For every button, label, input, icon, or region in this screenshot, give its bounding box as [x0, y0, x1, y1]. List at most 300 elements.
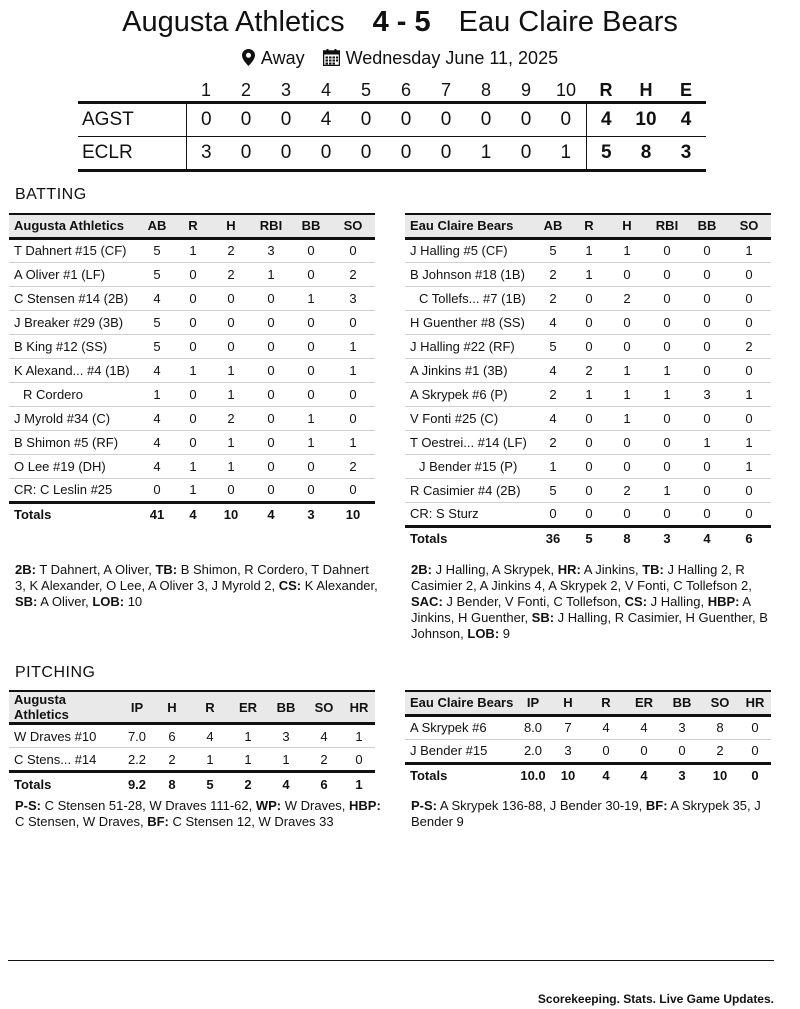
note-key: SAC: [411, 594, 443, 609]
stat-cell: 0 [571, 430, 607, 454]
stat-cell: 0 [175, 406, 211, 430]
stat-cell: 0 [331, 310, 375, 334]
stat-cell: 0 [607, 502, 647, 526]
stat-cell: 0 [727, 502, 771, 526]
total-cell: 6 [745, 531, 753, 547]
stat-cell: 0 [571, 334, 607, 358]
batting-table-away [405, 213, 771, 550]
inning-runs: 0 [506, 137, 546, 171]
total-cell: 10.0 [520, 768, 546, 784]
stat-cell: 4 [139, 430, 175, 454]
stat-column-header: AB [535, 214, 571, 238]
note-key: 2B: [15, 562, 36, 577]
stat-column-header: HR [739, 691, 771, 715]
inning-runs: 0 [426, 137, 466, 171]
stat-cell: 2 [535, 262, 571, 286]
stat-cell: 0 [647, 430, 687, 454]
player-row [9, 382, 375, 406]
stat-cell: 0 [571, 502, 607, 526]
note-value: J Halling 2, R Casimier 2, A Jinkins 4, A Skrypek 2, V Fonti, C Tollefson 2, [411, 562, 752, 593]
team-name-header: Eau Claire Bears [405, 691, 517, 715]
player-row [405, 478, 771, 502]
batting-header-row [405, 214, 771, 238]
stat-cell: 0 [727, 262, 771, 286]
inning-header: 7 [426, 80, 466, 103]
stat-cell: 0 [251, 406, 291, 430]
inning-header: 4 [306, 80, 346, 103]
stat-cell: 4 [191, 724, 229, 748]
stat-cell: 3 [331, 286, 375, 310]
stat-column-header: BB [291, 214, 331, 238]
stat-column-header: BB [687, 214, 727, 238]
stat-cell: 2 [305, 748, 343, 772]
away-team-name: Eau Claire Bears [458, 6, 678, 38]
linescore-corner [78, 80, 186, 103]
stat-cell: 0 [727, 358, 771, 382]
player-row [405, 502, 771, 526]
note-key: BF: [147, 814, 169, 829]
note-key: CS: [278, 578, 302, 593]
total-cell: 10 [560, 768, 576, 784]
stat-cell: 0 [251, 382, 291, 406]
stat-cell: 0 [687, 238, 727, 262]
player-name: J Bender #15 [405, 739, 517, 763]
stat-cell: 1 [331, 358, 375, 382]
stat-column-header: H [549, 691, 587, 715]
stat-column-header: H [153, 691, 191, 724]
map-pin-icon [242, 49, 255, 71]
stat-cell: 4 [139, 454, 175, 478]
stat-cell: 0 [291, 382, 331, 406]
player-name: J Breaker #29 (3B) [9, 310, 139, 334]
inning-header: 2 [226, 80, 266, 103]
total-runs: 4 [586, 103, 626, 137]
stat-cell: 0 [251, 286, 291, 310]
player-row [405, 358, 771, 382]
note-key: LOB: [467, 626, 500, 641]
stat-cell: 0 [687, 358, 727, 382]
stat-column-header: RBI [647, 214, 687, 238]
total-runs: 5 [586, 137, 626, 171]
player-row [405, 262, 771, 286]
inning-runs: 1 [466, 137, 506, 171]
stat-cell: 0 [607, 262, 647, 286]
total-cell: 41 [149, 507, 165, 523]
stat-cell: 0 [571, 478, 607, 502]
stat-cell: 5 [139, 238, 175, 262]
note-key: 2B: [411, 562, 432, 577]
inning-runs: 0 [266, 103, 306, 137]
stat-cell: 0 [687, 334, 727, 358]
stat-cell: 0 [211, 286, 251, 310]
stat-cell: 2 [535, 286, 571, 310]
total-cell: 6 [320, 776, 328, 792]
stat-cell: 0 [647, 310, 687, 334]
total-cell: 5 [206, 776, 214, 792]
stat-column-header: HR [343, 691, 375, 724]
note-value: 9 [499, 626, 510, 641]
stat-cell: 1 [571, 382, 607, 406]
stat-cell: 1 [607, 238, 647, 262]
stat-cell: 0 [175, 430, 211, 454]
stat-cell: 7.0 [121, 724, 153, 748]
errors-header: E [666, 80, 706, 103]
batting-section-title: BATTING [15, 186, 87, 203]
total-cell: 4 [703, 531, 711, 547]
total-hits: 10 [626, 103, 666, 137]
total-cell: 36 [545, 531, 561, 547]
stat-cell: 2 [211, 262, 251, 286]
stat-column-header: BB [267, 691, 305, 724]
stat-cell: 8 [701, 715, 739, 739]
note-value: K Alexander, [301, 578, 378, 593]
pitching-table-away [405, 690, 771, 787]
stat-cell: 0 [607, 430, 647, 454]
stat-cell: 4 [305, 724, 343, 748]
note-value: A Oliver, [37, 594, 93, 609]
game-date: Wednesday June 11, 2025 [345, 48, 559, 68]
stat-cell: 1 [571, 262, 607, 286]
total-cell: 1 [355, 776, 363, 792]
note-value: A Jinkins, [580, 562, 643, 577]
game-info [0, 48, 800, 71]
pitching-notes-away [411, 798, 777, 830]
player-row [9, 478, 375, 502]
player-name: A Jinkins #1 (3B) [405, 358, 535, 382]
pitching-header-row [9, 691, 375, 724]
stat-column-header: BB [663, 691, 701, 715]
stat-cell: 2 [211, 406, 251, 430]
inning-runs: 0 [386, 103, 426, 137]
stat-cell: 2 [331, 262, 375, 286]
linescore-team: ECLR [78, 137, 186, 171]
player-row [405, 430, 771, 454]
note-key: HBP: [349, 798, 381, 813]
player-row [9, 358, 375, 382]
stat-cell: 0 [687, 262, 727, 286]
stat-column-header: R [571, 214, 607, 238]
footer-divider [8, 960, 774, 961]
linescore-row-away [78, 137, 706, 171]
player-name: C Stens... #14 [9, 748, 121, 772]
note-value: C Stensen, W Draves, [15, 814, 148, 829]
inning-runs: 0 [346, 137, 386, 171]
stat-cell: 4 [535, 310, 571, 334]
stat-cell: 1 [331, 430, 375, 454]
note-value: J Halling, A Skrypek, [431, 562, 558, 577]
total-cell: 3 [307, 507, 315, 523]
stat-cell: 0 [571, 310, 607, 334]
stat-cell: 1 [191, 748, 229, 772]
player-row [9, 262, 375, 286]
stat-cell: 2 [211, 238, 251, 262]
stat-cell: 3 [251, 238, 291, 262]
linescore-header [78, 80, 706, 103]
stat-cell: 1 [291, 406, 331, 430]
note-key: P-S: [411, 798, 437, 813]
player-row [9, 406, 375, 430]
inning-runs: 0 [306, 137, 346, 171]
total-cell: 9.2 [127, 776, 147, 792]
player-row [9, 454, 375, 478]
stat-cell: 0 [291, 358, 331, 382]
home-team-name: Augusta Athletics [122, 6, 345, 38]
player-name: V Fonti #25 (C) [405, 406, 535, 430]
player-name: T Dahnert #15 (CF) [9, 238, 139, 262]
totals-label: Totals [410, 768, 448, 784]
inning-runs: 0 [426, 103, 466, 137]
stat-cell: 0 [251, 454, 291, 478]
note-key: LOB: [92, 594, 125, 609]
player-name: K Alexand... #4 (1B) [9, 358, 139, 382]
location-label: Away [260, 48, 305, 68]
note-value: W Draves, [281, 798, 350, 813]
batting-notes-home [15, 562, 381, 610]
inning-runs: 0 [386, 137, 426, 171]
inning-runs: 0 [546, 103, 586, 137]
player-row [9, 310, 375, 334]
final-score: 4 - 5 [372, 6, 431, 38]
player-name: W Draves #10 [9, 724, 121, 748]
stat-column-header: SO [727, 214, 771, 238]
pitching-header-row [405, 691, 771, 715]
stat-cell: 5 [139, 310, 175, 334]
pitching-section-title: PITCHING [15, 664, 96, 681]
stat-cell: 1 [175, 454, 211, 478]
stat-cell: 0 [251, 430, 291, 454]
player-name: A Skrypek #6 (P) [405, 382, 535, 406]
player-name: B Shimon #5 (RF) [9, 430, 139, 454]
player-name: C Tollefs... #7 (1B) [405, 286, 535, 310]
stat-cell: 0 [331, 238, 375, 262]
stat-cell: 7 [549, 715, 587, 739]
linescore-team: AGST [78, 103, 186, 137]
stat-cell: 2 [331, 454, 375, 478]
total-cell: 8 [623, 531, 631, 547]
player-name: H Guenther #8 (SS) [405, 310, 535, 334]
batting-table-home [9, 213, 375, 526]
team-name-header: Augusta Athletics [9, 214, 139, 238]
stat-cell: 0 [571, 286, 607, 310]
stat-cell: 0 [175, 286, 211, 310]
stat-cell: 1 [727, 238, 771, 262]
totals-label: Totals [14, 776, 52, 792]
hits-header: H [626, 80, 666, 103]
stat-column-header: SO [305, 691, 343, 724]
stat-cell: 1 [727, 430, 771, 454]
stat-cell: 1 [211, 382, 251, 406]
total-cell: 5 [585, 531, 593, 547]
stat-cell: 1 [251, 262, 291, 286]
stat-cell: 1 [571, 238, 607, 262]
totals-row [9, 772, 375, 796]
stat-cell: 1 [607, 358, 647, 382]
stat-cell: 0 [739, 715, 771, 739]
player-row [405, 310, 771, 334]
stat-cell: 1 [175, 358, 211, 382]
totals-row [405, 526, 771, 550]
stat-column-header: IP [517, 691, 549, 715]
player-row [405, 739, 771, 763]
stat-cell: 0 [175, 262, 211, 286]
stat-cell: 4 [139, 406, 175, 430]
stat-cell: 0 [607, 454, 647, 478]
stat-cell: 0 [687, 310, 727, 334]
note-key: HBP: [707, 594, 740, 609]
stat-column-header: ER [625, 691, 663, 715]
player-row [9, 430, 375, 454]
stat-cell: 0 [607, 334, 647, 358]
stat-cell: 2 [571, 358, 607, 382]
stat-cell: 0 [291, 454, 331, 478]
game-title [0, 6, 800, 39]
footer-tagline: Scorekeeping. Stats. Live Game Updates. [537, 992, 774, 1006]
pitching-table-home [9, 690, 375, 796]
stat-cell: 0 [251, 310, 291, 334]
note-value: A Skrypek 35, J Bender 9 [411, 798, 761, 829]
stat-cell: 2 [535, 382, 571, 406]
inning-runs: 1 [546, 137, 586, 171]
player-name: J Bender #15 (P) [405, 454, 535, 478]
inning-header: 9 [506, 80, 546, 103]
player-name: CR: S Sturz [405, 502, 535, 526]
stat-cell: 5 [535, 478, 571, 502]
stat-cell: 0 [663, 739, 701, 763]
stat-cell: 1 [535, 454, 571, 478]
totals-row [9, 502, 375, 526]
stat-cell: 1 [229, 724, 267, 748]
total-errors: 3 [666, 137, 706, 171]
inning-header: 6 [386, 80, 426, 103]
stat-cell: 3 [663, 715, 701, 739]
player-name: R Cordero [9, 382, 139, 406]
stat-cell: 0 [571, 406, 607, 430]
total-cell: 10 [345, 507, 361, 523]
stat-cell: 5 [139, 262, 175, 286]
player-row [405, 286, 771, 310]
stat-cell: 1 [647, 358, 687, 382]
stat-cell: 1 [175, 478, 211, 502]
note-key: WP: [255, 798, 282, 813]
stat-cell: 0 [647, 334, 687, 358]
note-value: 10 [124, 594, 143, 609]
stat-column-header: H [607, 214, 647, 238]
stat-cell: 1 [687, 430, 727, 454]
player-name: R Casimier #4 (2B) [405, 478, 535, 502]
player-name: J Myrold #34 (C) [9, 406, 139, 430]
total-cell: 8 [168, 776, 176, 792]
stat-cell: 1 [291, 430, 331, 454]
stat-cell: 1 [727, 382, 771, 406]
stat-cell: 2 [607, 286, 647, 310]
stat-cell: 0 [175, 334, 211, 358]
stat-cell: 0 [251, 478, 291, 502]
player-name: B King #12 (SS) [9, 334, 139, 358]
stat-cell: 0 [687, 502, 727, 526]
note-value: A Jinkins, H Guenther, [411, 594, 751, 625]
player-row [405, 406, 771, 430]
total-cell: 10 [712, 768, 728, 784]
total-cell: 3 [678, 768, 686, 784]
stat-cell: 0 [727, 406, 771, 430]
stat-cell: 0 [625, 739, 663, 763]
player-row [405, 382, 771, 406]
team-name-header: Eau Claire Bears [405, 214, 535, 238]
stat-cell: 1 [211, 454, 251, 478]
stat-cell: 4 [139, 358, 175, 382]
stat-cell: 4 [535, 358, 571, 382]
stat-cell: 1 [607, 406, 647, 430]
stat-cell: 3 [687, 382, 727, 406]
stat-cell: 1 [229, 748, 267, 772]
note-key: CS: [624, 594, 648, 609]
note-value: C Stensen 12, W Draves 33 [168, 814, 334, 829]
stat-cell: 0 [727, 286, 771, 310]
stat-cell: 0 [607, 310, 647, 334]
stat-cell: 0 [175, 382, 211, 406]
player-row [9, 238, 375, 262]
note-value: J Halling, [647, 594, 708, 609]
stat-column-header: RBI [251, 214, 291, 238]
stat-cell: 3 [267, 724, 305, 748]
stat-cell: 0 [343, 748, 375, 772]
total-cell: 3 [663, 531, 671, 547]
stat-cell: 0 [727, 310, 771, 334]
total-hits: 8 [626, 137, 666, 171]
player-name: O Lee #19 (DH) [9, 454, 139, 478]
inning-runs: 0 [186, 103, 226, 137]
player-name: J Halling #22 (RF) [405, 334, 535, 358]
stat-cell: 4 [625, 715, 663, 739]
linescore-table [78, 80, 706, 172]
stat-cell: 2 [153, 748, 191, 772]
stat-cell: 0 [647, 502, 687, 526]
stat-cell: 0 [175, 310, 211, 334]
stat-cell: 0 [647, 406, 687, 430]
stat-cell: 3 [549, 739, 587, 763]
player-row [9, 286, 375, 310]
stat-cell: 5 [535, 238, 571, 262]
stat-cell: 0 [251, 358, 291, 382]
stat-cell: 1 [343, 724, 375, 748]
stat-cell: 6 [153, 724, 191, 748]
stat-cell: 0 [251, 334, 291, 358]
note-value: B Shimon, R Cordero, T Dahnert 3, K Alexander, O Lee, A Oliver 3, J Myrold 2, [15, 562, 369, 593]
note-value: A Skrypek 136-88, J Bender 30-19, [437, 798, 646, 813]
inning-header: 8 [466, 80, 506, 103]
stat-cell: 0 [687, 478, 727, 502]
inning-runs: 0 [466, 103, 506, 137]
total-cell: 4 [640, 768, 648, 784]
note-key: SB: [531, 610, 555, 625]
stat-column-header: SO [701, 691, 739, 715]
note-key: TB: [642, 562, 664, 577]
stat-cell: 0 [647, 262, 687, 286]
runs-header: R [586, 80, 626, 103]
stat-cell: 0 [211, 310, 251, 334]
totals-label: Totals [14, 507, 52, 523]
inning-header: 5 [346, 80, 386, 103]
batting-notes-away [411, 562, 777, 642]
stat-cell: 0 [291, 262, 331, 286]
inning-runs: 4 [306, 103, 346, 137]
inning-runs: 3 [186, 137, 226, 171]
stat-cell: 1 [267, 748, 305, 772]
batting-header-row [9, 214, 375, 238]
inning-runs: 0 [506, 103, 546, 137]
player-name: B Johnson #18 (1B) [405, 262, 535, 286]
stat-column-header: AB [139, 214, 175, 238]
